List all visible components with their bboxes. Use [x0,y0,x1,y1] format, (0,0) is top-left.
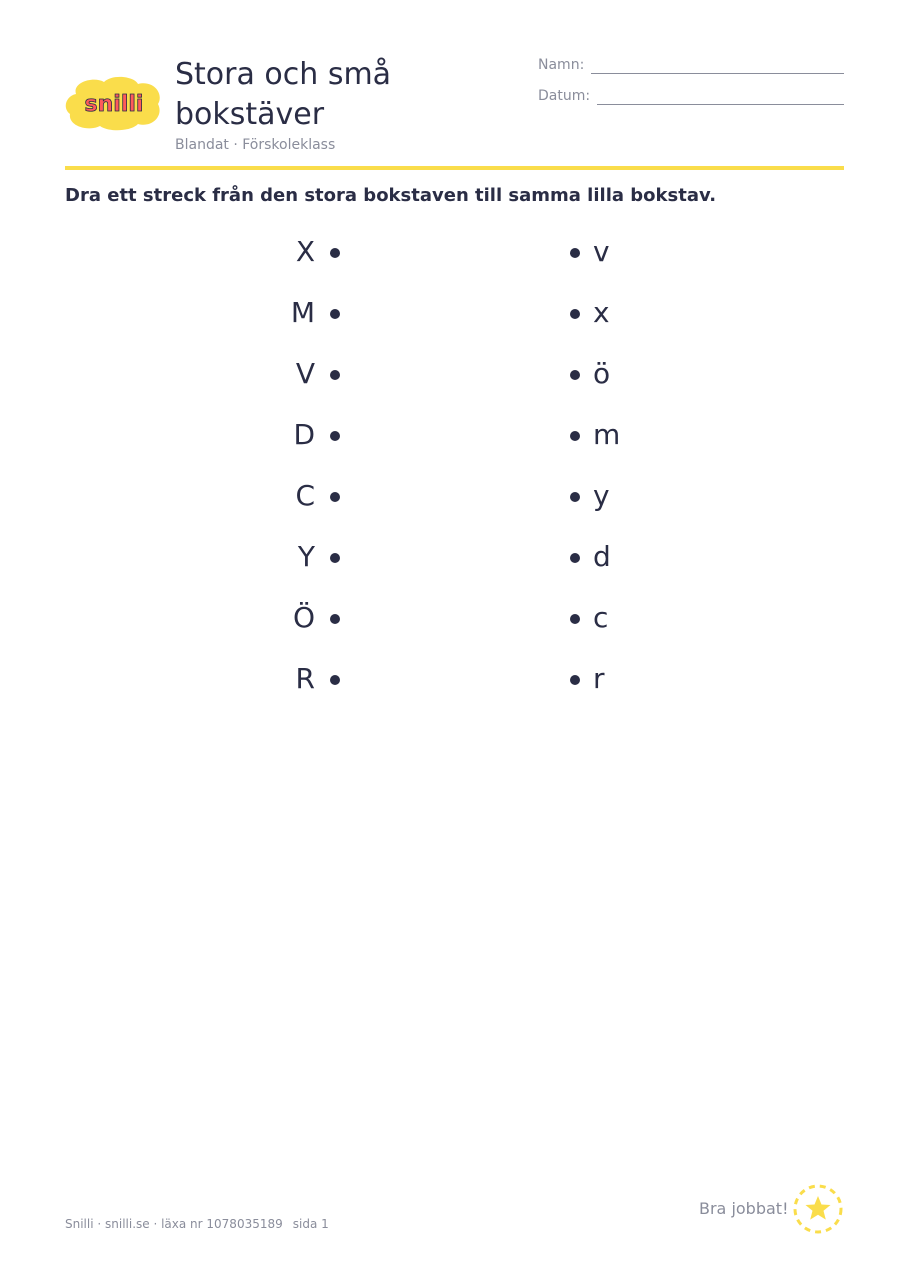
uppercase-row [250,350,350,411]
connect-dot[interactable] [570,248,580,258]
lowercase-row [560,533,660,594]
lowercase-letter: x [593,296,610,329]
date-label: Datum: [538,88,591,104]
connect-dot[interactable] [570,553,580,563]
uppercase-row [250,228,350,289]
lowercase-row [560,594,660,655]
lowercase-row [560,472,660,533]
worksheet-subtitle: Blandat · Förskoleklass [175,137,336,153]
connect-dot[interactable] [570,492,580,502]
uppercase-row [250,289,350,350]
uppercase-row [250,411,350,472]
uppercase-column [250,228,350,716]
svg-text:snilli: snilli [84,92,144,117]
connect-dot[interactable] [330,553,340,563]
connect-dot[interactable] [330,370,340,380]
lowercase-letter: d [593,540,611,573]
name-label: Namn: [538,57,585,73]
connect-dot[interactable] [570,675,580,685]
uppercase-letter: Y [297,540,315,573]
connect-dot[interactable] [330,431,340,441]
connect-dot[interactable] [330,675,340,685]
uppercase-row [250,533,350,594]
praise-text: Bra jobbat! [699,1199,789,1218]
uppercase-letter: X [295,235,315,268]
connect-dot[interactable] [330,309,340,319]
name-field-line[interactable] [591,73,844,74]
page-number: sida 1 [292,1217,329,1231]
date-field-line[interactable] [597,104,844,105]
uppercase-row [250,472,350,533]
lowercase-row [560,411,660,472]
lowercase-row [560,289,660,350]
connect-dot[interactable] [330,492,340,502]
connect-dot[interactable] [570,614,580,624]
lowercase-letter: c [593,601,609,634]
uppercase-letter: C [295,479,315,512]
uppercase-letter: R [295,662,315,695]
lowercase-row [560,655,660,716]
lowercase-letter: ö [593,357,611,390]
footer [65,1217,329,1231]
lowercase-column [560,228,660,716]
worksheet-title: Stora och små bokstäver [175,57,392,132]
lowercase-letter: y [593,479,610,512]
snilli-logo [64,74,164,132]
connect-dot[interactable] [570,309,580,319]
uppercase-letter: Ö [292,601,315,634]
lowercase-row [560,350,660,411]
star-badge-icon [792,1183,844,1235]
connect-dot[interactable] [330,614,340,624]
lowercase-letter: m [593,418,621,451]
lowercase-letter: r [593,662,605,695]
connect-dot[interactable] [330,248,340,258]
connect-dot[interactable] [570,431,580,441]
uppercase-letter: M [290,296,315,329]
lowercase-row [560,228,660,289]
uppercase-row [250,594,350,655]
connect-dot[interactable] [570,370,580,380]
uppercase-letter: V [295,357,315,390]
instruction-text: Dra ett streck från den stora bokstaven till samma lilla bokstav. [65,185,717,206]
uppercase-letter: D [293,418,315,451]
lowercase-letter: v [593,235,610,268]
footer-text: Snilli · snilli.se · läxa nr 1078035189 [65,1217,283,1231]
uppercase-row [250,655,350,716]
header-divider [65,166,844,170]
